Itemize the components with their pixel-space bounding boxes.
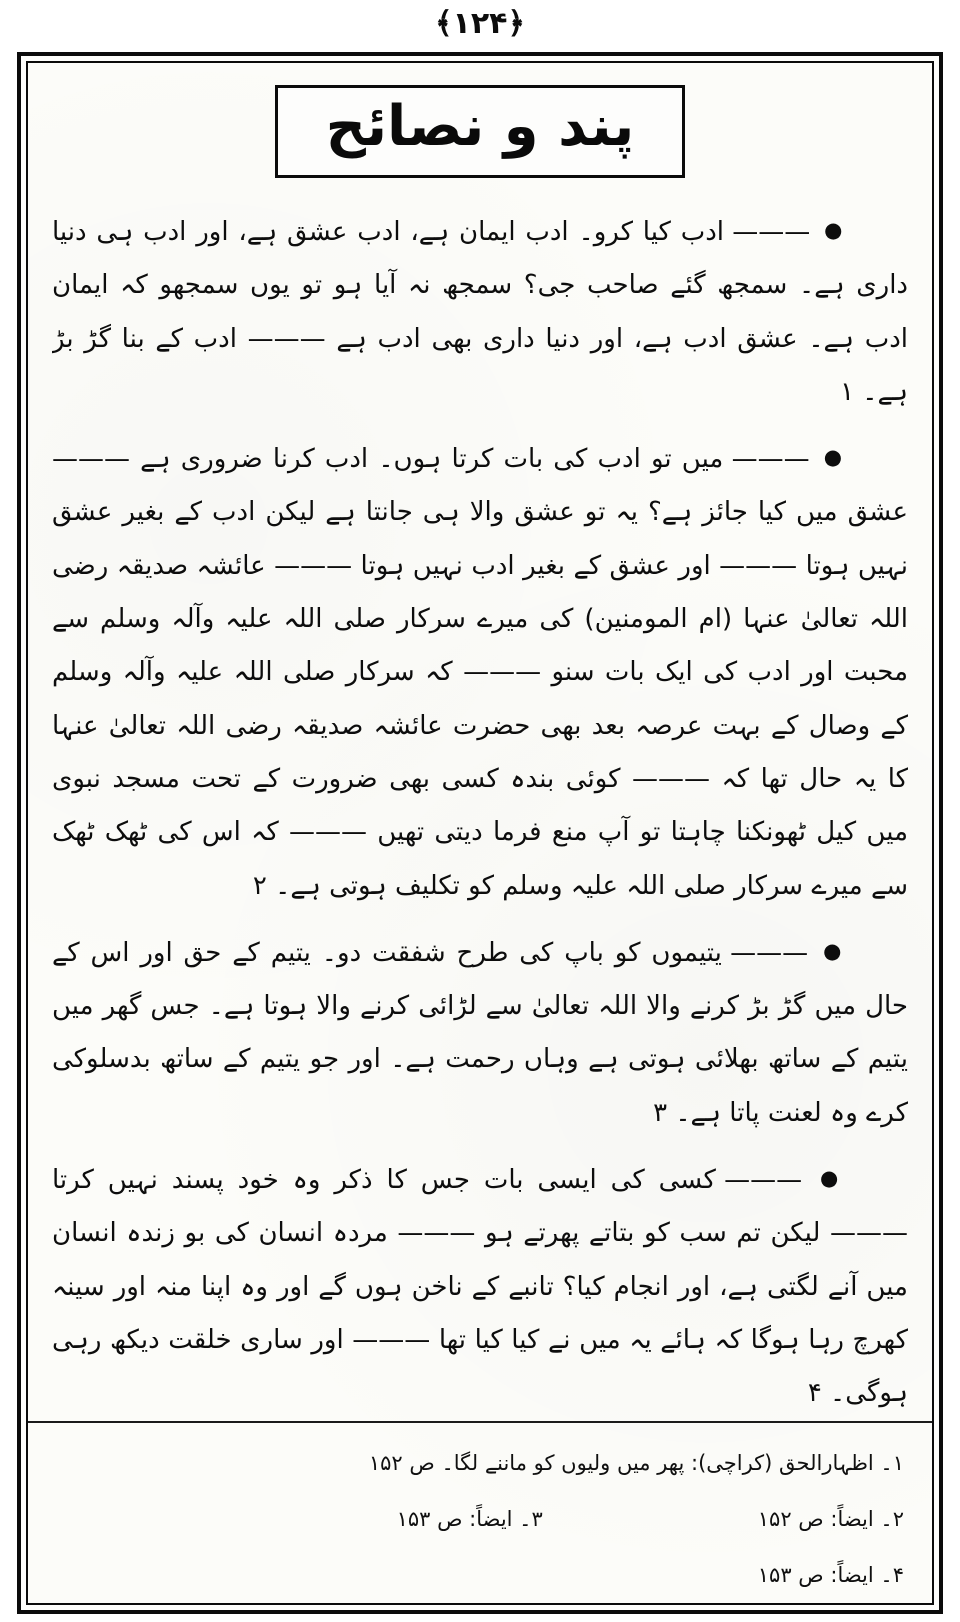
paragraph	[52, 1154, 908, 1417]
paragraph-text: ——— کسی کی ایسی بات جس کا ذکر وہ خود پسند نہیں کرتا ——— لیکن تم سب کو بتاتے پھرتے ہو ——— مردہ انسان کی بو زندہ انسان میں آنے لگتی ہے، اور انجام کیا؟ تانبے کے ناخن ہوں گے اور وہ اپنا منہ اور سینہ کھرچ رہا ہوگا کہ ہائے یہ میں نے کیا کیا تھا ——— اور ساری خلقت دیکھ رہی ہوگی۔ ۴	[52, 1165, 908, 1409]
page-frame	[17, 52, 943, 1614]
bullet-icon: ●	[823, 445, 845, 470]
footnote-row	[52, 1507, 904, 1531]
bullet-icon: ●	[820, 1166, 844, 1191]
paragraph-text: ——— میں تو ادب کی بات کرتا ہوں۔ ادب کرنا ضروری ہے ——— عشق میں کیا جائز ہے؟ یہ تو عشق والا ہی جانتا ہے لیکن ادب کے بغیر عشق نہیں ہوتا ——— اور عشق کے بغیر ادب نہیں ہوتا ——— عائشہ صدیقہ رضی اللہ تعالیٰ عنہا (ام المومنین) کی میرے سرکار صلی اللہ علیہ وآلہ وسلم سے محبت اور ادب کی ایک بات سنو ——— کہ سرکار صلی اللہ علیہ وآلہ وسلم کے وصال کے بہت عرصہ بعد بھی حضرت عائشہ صدیقہ رضی اللہ تعالیٰ عنہا کا یہ حال تھا کہ ——— کوئی بندہ کسی بھی ضرورت کے تحت مسجد نبوی میں کیل ٹھونکنا چاہتا تو آپ منع فرما دیتی تھیں ——— کہ اس کی ٹھک ٹھک سے میرے سرکار صلی اللہ علیہ وسلم کو تکلیف ہوتی ہے۔ ۲	[52, 444, 908, 901]
footnotes-section	[52, 1423, 908, 1587]
content-area	[52, 206, 908, 1417]
paragraph	[52, 927, 908, 1140]
footnote-item: ۴۔ ایضاً: ص ۱۵۳	[757, 1563, 904, 1587]
paragraph	[52, 433, 908, 913]
page-title: پند و نصائح	[325, 94, 635, 159]
title-box	[275, 85, 686, 178]
page-number: ﴿۱۲۴﴾	[434, 6, 526, 41]
bullet-icon: ●	[824, 218, 845, 242]
footnote-item: ۱۔ اظہارالحق (کراچی): پھر میں ولیوں کو ماننے لگا۔ ص ۱۵۲	[368, 1451, 904, 1475]
paragraph-text: ——— یتیموں کو باپ کی طرح شفقت دو۔ یتیم کے حق اور اس کے حال میں گڑ بڑ کرنے والا اللہ تعالیٰ سے لڑائی کرنے والا ہوتا ہے۔ جس گھر میں یتیم کے ساتھ بھلائی ہوتی ہے وہاں رحمت ہے۔ اور جو یتیم کے ساتھ بدسلوکی کرے وہ لعنت پاتا ہے۔ ۳	[52, 937, 908, 1128]
bullet-icon: ●	[823, 938, 845, 963]
paragraph	[52, 206, 908, 419]
footnote-item: ۲۔ ایضاً: ص ۱۵۲	[757, 1507, 904, 1531]
page-frame-inner	[26, 61, 934, 1605]
paragraph-text: ——— ادب کیا کرو۔ ادب ایمان ہے، ادب عشق ہے، اور ادب ہی دنیا داری ہے۔ سمجھ گئے صاحب جی؟ سمجھ نہ آیا ہو تو یوں سمجھو کہ ایمان ادب ہے۔ عشق ادب ہے، اور دنیا داری بھی ادب ہے ——— ادب کے بنا گڑ بڑ ہے۔ ۱	[52, 217, 908, 407]
footnote-item: ۳۔ ایضاً: ص ۱۵۳	[396, 1507, 543, 1531]
